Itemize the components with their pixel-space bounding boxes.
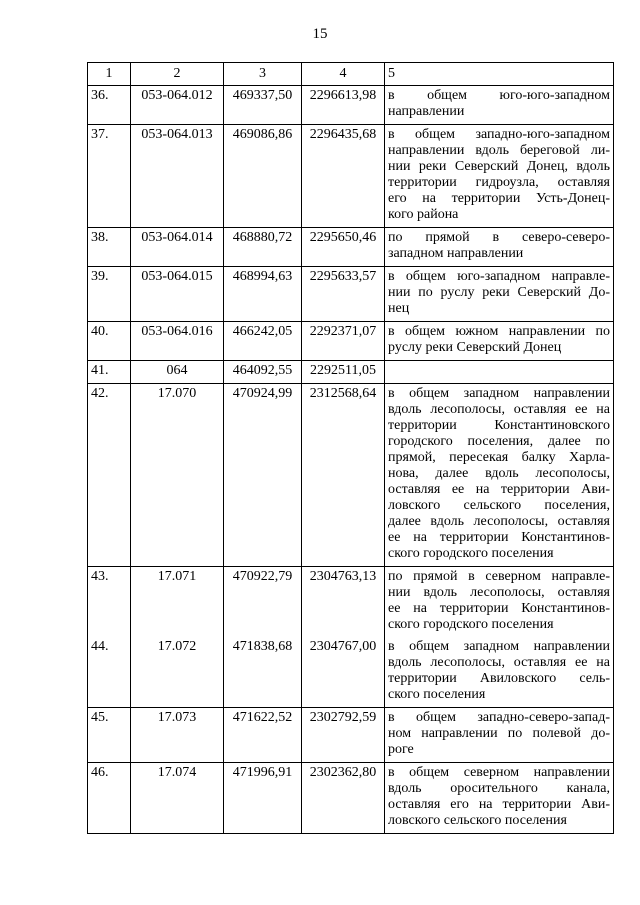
point-code-cell: 053-064.012 xyxy=(131,86,224,125)
table-row xyxy=(88,125,614,228)
boundary-description-cell xyxy=(385,361,614,384)
table-header-row xyxy=(88,63,614,86)
row-number-cell: 39. xyxy=(88,267,131,322)
description-line: нова, далее вдоль лесополосы, xyxy=(388,466,610,481)
description-line: в общем юго-западном направле- xyxy=(388,269,610,284)
coordinates-table xyxy=(87,62,614,834)
row-number-cell: 44. xyxy=(88,637,131,708)
description-line: оставляя ее на территории Ави- xyxy=(388,482,610,497)
description-line: направлении xyxy=(388,104,465,119)
row-number-cell: 40. xyxy=(88,322,131,361)
description-line: в общем юго-юго-западном xyxy=(388,88,610,103)
y-coordinate-cell: 2304763,13 xyxy=(302,567,385,638)
table-row xyxy=(88,384,614,567)
point-code-cell: 064 xyxy=(131,361,224,384)
description-line: в общем южном направлении по xyxy=(388,324,610,339)
x-coordinate-cell: 471996,91 xyxy=(224,763,302,834)
y-coordinate-cell: 2295650,46 xyxy=(302,228,385,267)
boundary-description-cell xyxy=(385,125,614,228)
point-code-cell: 053-064.016 xyxy=(131,322,224,361)
boundary-description-cell xyxy=(385,637,614,708)
y-coordinate-cell: 2296435,68 xyxy=(302,125,385,228)
point-code-cell: 053-064.015 xyxy=(131,267,224,322)
boundary-description-cell xyxy=(385,567,614,638)
description-line: ского городского поселения xyxy=(388,617,554,632)
row-number-cell: 38. xyxy=(88,228,131,267)
description-line: в общем западном направлении xyxy=(388,639,610,654)
column-header: 3 xyxy=(224,63,302,86)
y-coordinate-cell: 2292371,07 xyxy=(302,322,385,361)
column-header: 4 xyxy=(302,63,385,86)
point-code-cell: 17.073 xyxy=(131,708,224,763)
y-coordinate-cell: 2312568,64 xyxy=(302,384,385,567)
row-number-cell: 36. xyxy=(88,86,131,125)
table-row xyxy=(88,708,614,763)
row-number-cell: 42. xyxy=(88,384,131,567)
point-code-cell: 17.070 xyxy=(131,384,224,567)
description-line: его на территории Усть-Донец- xyxy=(388,191,610,206)
x-coordinate-cell: 466242,05 xyxy=(224,322,302,361)
description-line: по прямой в северном направле- xyxy=(388,569,610,584)
description-line: нец xyxy=(388,301,410,316)
x-coordinate-cell: 471838,68 xyxy=(224,637,302,708)
description-line: направлении вдоль береговой ли- xyxy=(388,143,610,158)
description-line: территории Константиновского xyxy=(388,418,610,433)
table-row xyxy=(88,567,614,638)
description-line: по прямой в северо-северо- xyxy=(388,230,610,245)
description-line: руслу реки Северский Донец xyxy=(388,340,562,355)
x-coordinate-cell: 469337,50 xyxy=(224,86,302,125)
column-header: 5 xyxy=(385,63,614,86)
table-row xyxy=(88,361,614,384)
y-coordinate-cell: 2302362,80 xyxy=(302,763,385,834)
point-code-cell: 053-064.014 xyxy=(131,228,224,267)
boundary-description-cell xyxy=(385,322,614,361)
row-number-cell: 46. xyxy=(88,763,131,834)
description-line: далее вдоль лесополосы, оставляя xyxy=(388,514,610,529)
boundary-description-cell xyxy=(385,267,614,322)
table-row xyxy=(88,228,614,267)
x-coordinate-cell: 470922,79 xyxy=(224,567,302,638)
description-line: ского городского поселения xyxy=(388,546,554,561)
description-line: в общем северном направлении xyxy=(388,765,610,780)
description-line: территории гидроузла, оставляя xyxy=(388,175,610,190)
description-line: ном направлении по полевой до- xyxy=(388,726,610,741)
description-line: ловского сельского поселения, xyxy=(388,498,610,513)
description-line: вдоль лесополосы, оставляя ее на xyxy=(388,402,610,417)
x-coordinate-cell: 471622,52 xyxy=(224,708,302,763)
description-line: городского поселения, далее по xyxy=(388,434,610,449)
boundary-description-cell xyxy=(385,708,614,763)
description-line: в общем западном направлении xyxy=(388,386,610,401)
description-line: кого района xyxy=(388,207,459,222)
y-coordinate-cell: 2302792,59 xyxy=(302,708,385,763)
y-coordinate-cell: 2295633,57 xyxy=(302,267,385,322)
y-coordinate-cell: 2292511,05 xyxy=(302,361,385,384)
x-coordinate-cell: 464092,55 xyxy=(224,361,302,384)
x-coordinate-cell: 470924,99 xyxy=(224,384,302,567)
description-line: в общем западно-юго-западном xyxy=(388,127,610,142)
description-line: ее на территории Константинов- xyxy=(388,601,610,616)
description-line: в общем западно-северо-запад- xyxy=(388,710,610,725)
column-header: 2 xyxy=(131,63,224,86)
table-row xyxy=(88,267,614,322)
description-line: ее на территории Константинов- xyxy=(388,530,610,545)
point-code-cell: 053-064.013 xyxy=(131,125,224,228)
x-coordinate-cell: 468880,72 xyxy=(224,228,302,267)
description-line: западном направлении xyxy=(388,246,524,261)
description-line: территории Авиловского сель- xyxy=(388,671,610,686)
y-coordinate-cell: 2304767,00 xyxy=(302,637,385,708)
boundary-description-cell xyxy=(385,228,614,267)
boundary-description-cell xyxy=(385,763,614,834)
row-number-cell: 37. xyxy=(88,125,131,228)
boundary-description-cell xyxy=(385,86,614,125)
description-line: ского поселения xyxy=(388,687,486,702)
x-coordinate-cell: 469086,86 xyxy=(224,125,302,228)
description-line: нии по руслу реки Северский До- xyxy=(388,285,610,300)
description-line: роге xyxy=(388,742,414,757)
table-row xyxy=(88,637,614,708)
page-number: 15 xyxy=(312,26,328,42)
point-code-cell: 17.074 xyxy=(131,763,224,834)
description-line: ловского сельского поселения xyxy=(388,813,567,828)
table-row xyxy=(88,322,614,361)
row-number-cell: 41. xyxy=(88,361,131,384)
description-line: оставляя его на территории Ави- xyxy=(388,797,610,812)
description-line: нии вдоль лесополосы, оставляя xyxy=(388,585,610,600)
boundary-description-cell xyxy=(385,384,614,567)
point-code-cell: 17.071 xyxy=(131,567,224,638)
table-row xyxy=(88,86,614,125)
point-code-cell: 17.072 xyxy=(131,637,224,708)
description-line: вдоль оросительного канала, xyxy=(388,781,610,796)
table-row xyxy=(88,763,614,834)
description-line: нии реки Северский Донец, вдоль xyxy=(388,159,610,174)
description-line: вдоль лесополосы, оставляя ее на xyxy=(388,655,610,670)
row-number-cell: 43. xyxy=(88,567,131,638)
y-coordinate-cell: 2296613,98 xyxy=(302,86,385,125)
x-coordinate-cell: 468994,63 xyxy=(224,267,302,322)
column-header: 1 xyxy=(88,63,131,86)
description-line: прямой, пересекая балку Харла- xyxy=(388,450,610,465)
row-number-cell: 45. xyxy=(88,708,131,763)
